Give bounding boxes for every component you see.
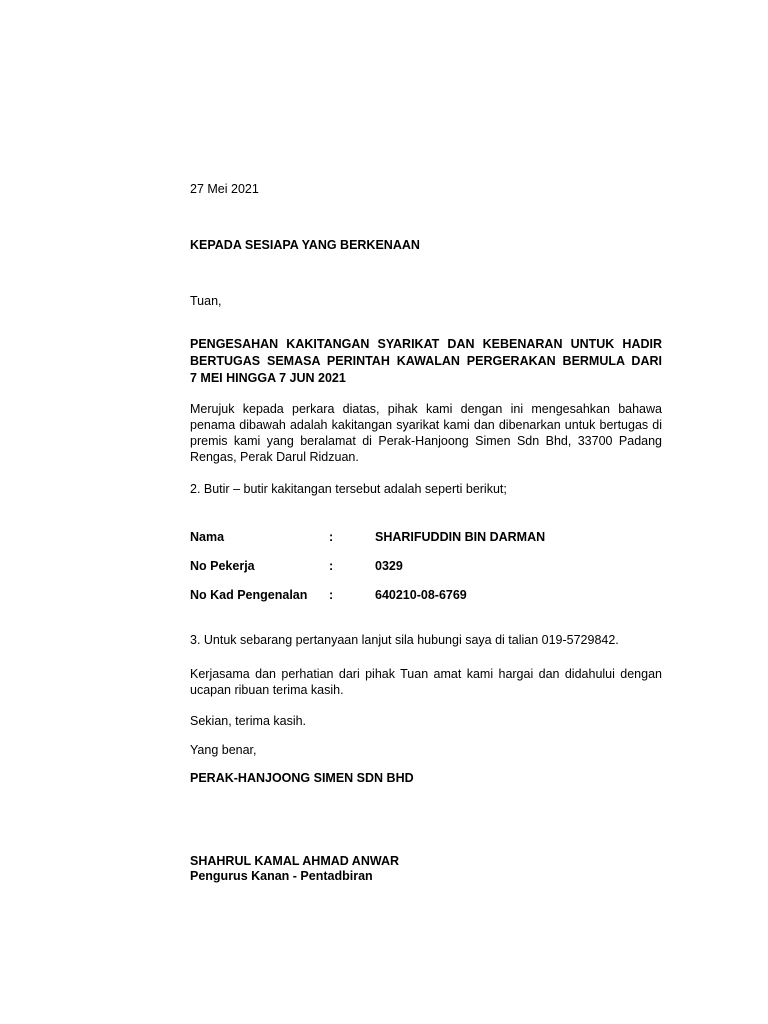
letter-page — [190, 0, 662, 1024]
details-row-employee-no — [190, 558, 662, 574]
letter-date: 27 Mei 2021 — [190, 182, 259, 196]
details-colon: : — [329, 559, 334, 573]
details-label: Nama — [190, 530, 225, 544]
paragraph-contact: 3. Untuk sebarang pertanyaan lanjut sila hubungi saya di talian 019-5729842. — [190, 633, 619, 647]
details-value: 0329 — [375, 559, 403, 573]
details-row-name — [190, 529, 662, 545]
closing-yours: Yang benar, — [190, 743, 257, 757]
details-colon: : — [329, 530, 334, 544]
details-label: No Kad Pengenalan — [190, 588, 308, 602]
details-value: 640210-08-6769 — [375, 588, 467, 602]
subject-line-3: 7 MEI HINGGA 7 JUN 2021 — [190, 371, 346, 385]
details-colon: : — [329, 588, 334, 602]
signatory-title: Pengurus Kanan - Pentadbiran — [190, 869, 373, 883]
company-name: PERAK-HANJOONG SIMEN SDN BHD — [190, 771, 414, 785]
details-row-ic-no — [190, 587, 662, 603]
details-label: No Pekerja — [190, 559, 255, 573]
subject-line-1: PENGESAHAN KAKITANGAN SYARIKAT DAN KEBENARAN UNTUK HADIR — [190, 337, 662, 351]
subject-heading — [190, 336, 662, 387]
signatory-name: SHAHRUL KAMAL AHMAD ANWAR — [190, 854, 400, 868]
paragraph-details-intro: 2. Butir – butir kakitangan tersebut adalah seperti berikut; — [190, 482, 507, 496]
recipient-heading: KEPADA SESIAPA YANG BERKENAAN — [190, 238, 420, 252]
salutation: Tuan, — [190, 294, 222, 308]
paragraph-appreciation: Kerjasama dan perhatian dari pihak Tuan amat kami hargai dan didahului dengan ucapan ribuan terima kasih. — [190, 667, 662, 697]
details-value: SHARIFUDDIN BIN DARMAN — [375, 530, 546, 544]
subject-line-2: BERTUGAS SEMASA PERINTAH KAWALAN PERGERAKAN BERMULA DARI — [190, 354, 662, 368]
paragraph-confirmation: Merujuk kepada perkara diatas, pihak kami dengan ini mengesahkan bahawa penama dibawah adalah kakitangan syarikat kami dan dibenarkan untuk bertugas di premis kami yang beralamat di Perak-Hanjoong Simen Sdn Bhd, 33700 Padang Rengas, Perak Darul Ridzuan. — [190, 402, 662, 464]
closing-thanks: Sekian, terima kasih. — [190, 714, 307, 728]
